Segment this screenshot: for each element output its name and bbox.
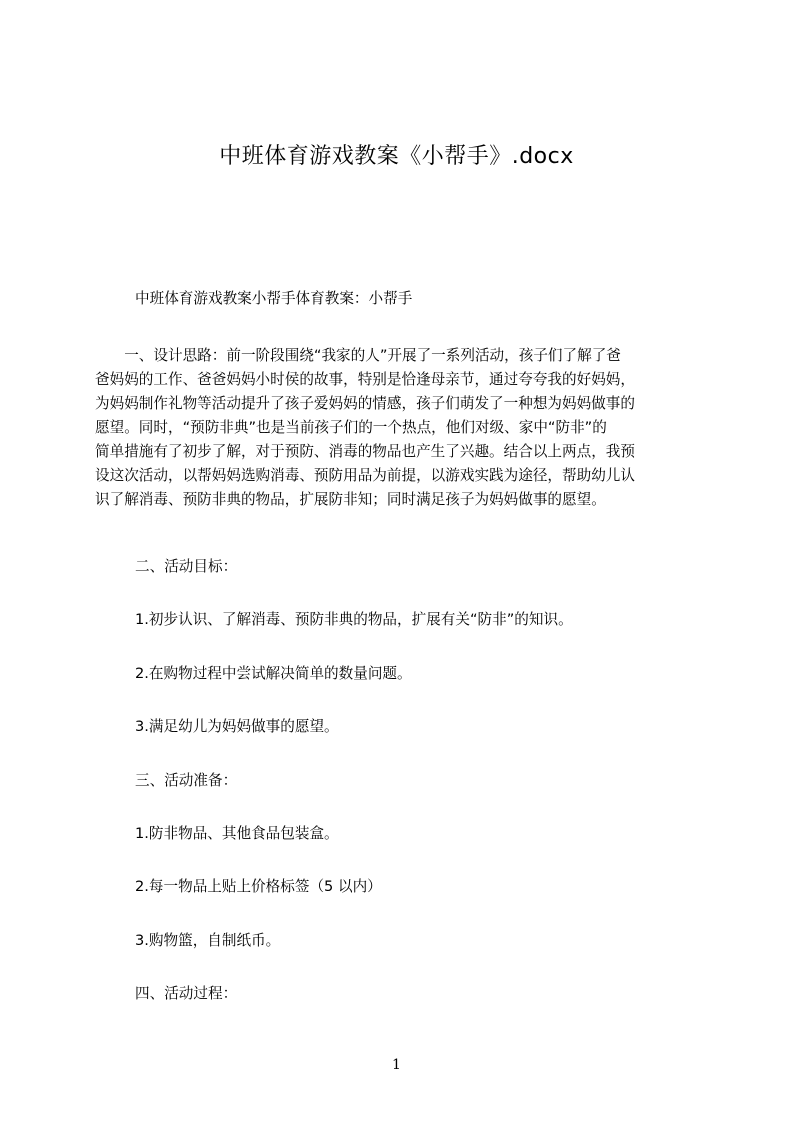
document-title: 中班体育游戏教案《小帮手》.docx	[219, 144, 574, 169]
goal-item: 3.满足幼儿为妈妈做事的愿望。	[135, 718, 339, 735]
page-number: 1	[392, 1057, 401, 1073]
paragraph-line: 愿望。同时，“预防非典”也是当前孩子们的一个热点，他们对级、家中“防非”的	[95, 419, 607, 436]
design-paragraph	[95, 344, 703, 512]
prep-item: 3.购物篮，自制纸币。	[135, 932, 281, 949]
paragraph-line: 识了解消毒、预防非典的物品，扩展防非知；同时满足孩子为妈妈做事的愿望。	[95, 491, 606, 508]
paragraph-line: 爸妈妈的工作、爸爸妈妈小时侯的故事，特别是恰逢母亲节，通过夸夸我的好妈妈，	[95, 371, 635, 388]
prep-heading: 三、活动准备：	[135, 772, 238, 789]
paragraph-line: 设这次活动，以帮妈妈选购消毒、预防用品为前提，以游戏实践为途径，帮助幼儿认	[95, 467, 635, 484]
process-heading: 四、活动过程：	[135, 985, 238, 1002]
paragraph-line: 为妈妈制作礼物等活动提升了孩子爱妈妈的情感，孩子们萌发了一种想为妈妈做事的	[95, 395, 635, 412]
goal-item: 1.初步认识、了解消毒、预防非典的物品，扩展有关“防非”的知识。	[135, 611, 573, 628]
goals-heading: 二、活动目标：	[135, 558, 238, 575]
paragraph-line: 一、设计思路：前一阶段围绕“我家的人”开展了一系列活动，孩子们了解了爸	[95, 347, 621, 364]
goal-item: 2.在购物过程中尝试解决简单的数量问题。	[135, 665, 412, 682]
prep-item: 2.每一物品上贴上价格标签（5 以内）	[135, 878, 382, 895]
prep-item: 1.防非物品、其他食品包装盒。	[135, 825, 339, 842]
document-subtitle: 中班体育游戏教案小帮手体育教案：小帮手	[135, 290, 413, 307]
paragraph-line: 简单措施有了初步了解，对于预防、消毒的物品也产生了兴趣。结合以上两点，我预	[95, 443, 635, 460]
